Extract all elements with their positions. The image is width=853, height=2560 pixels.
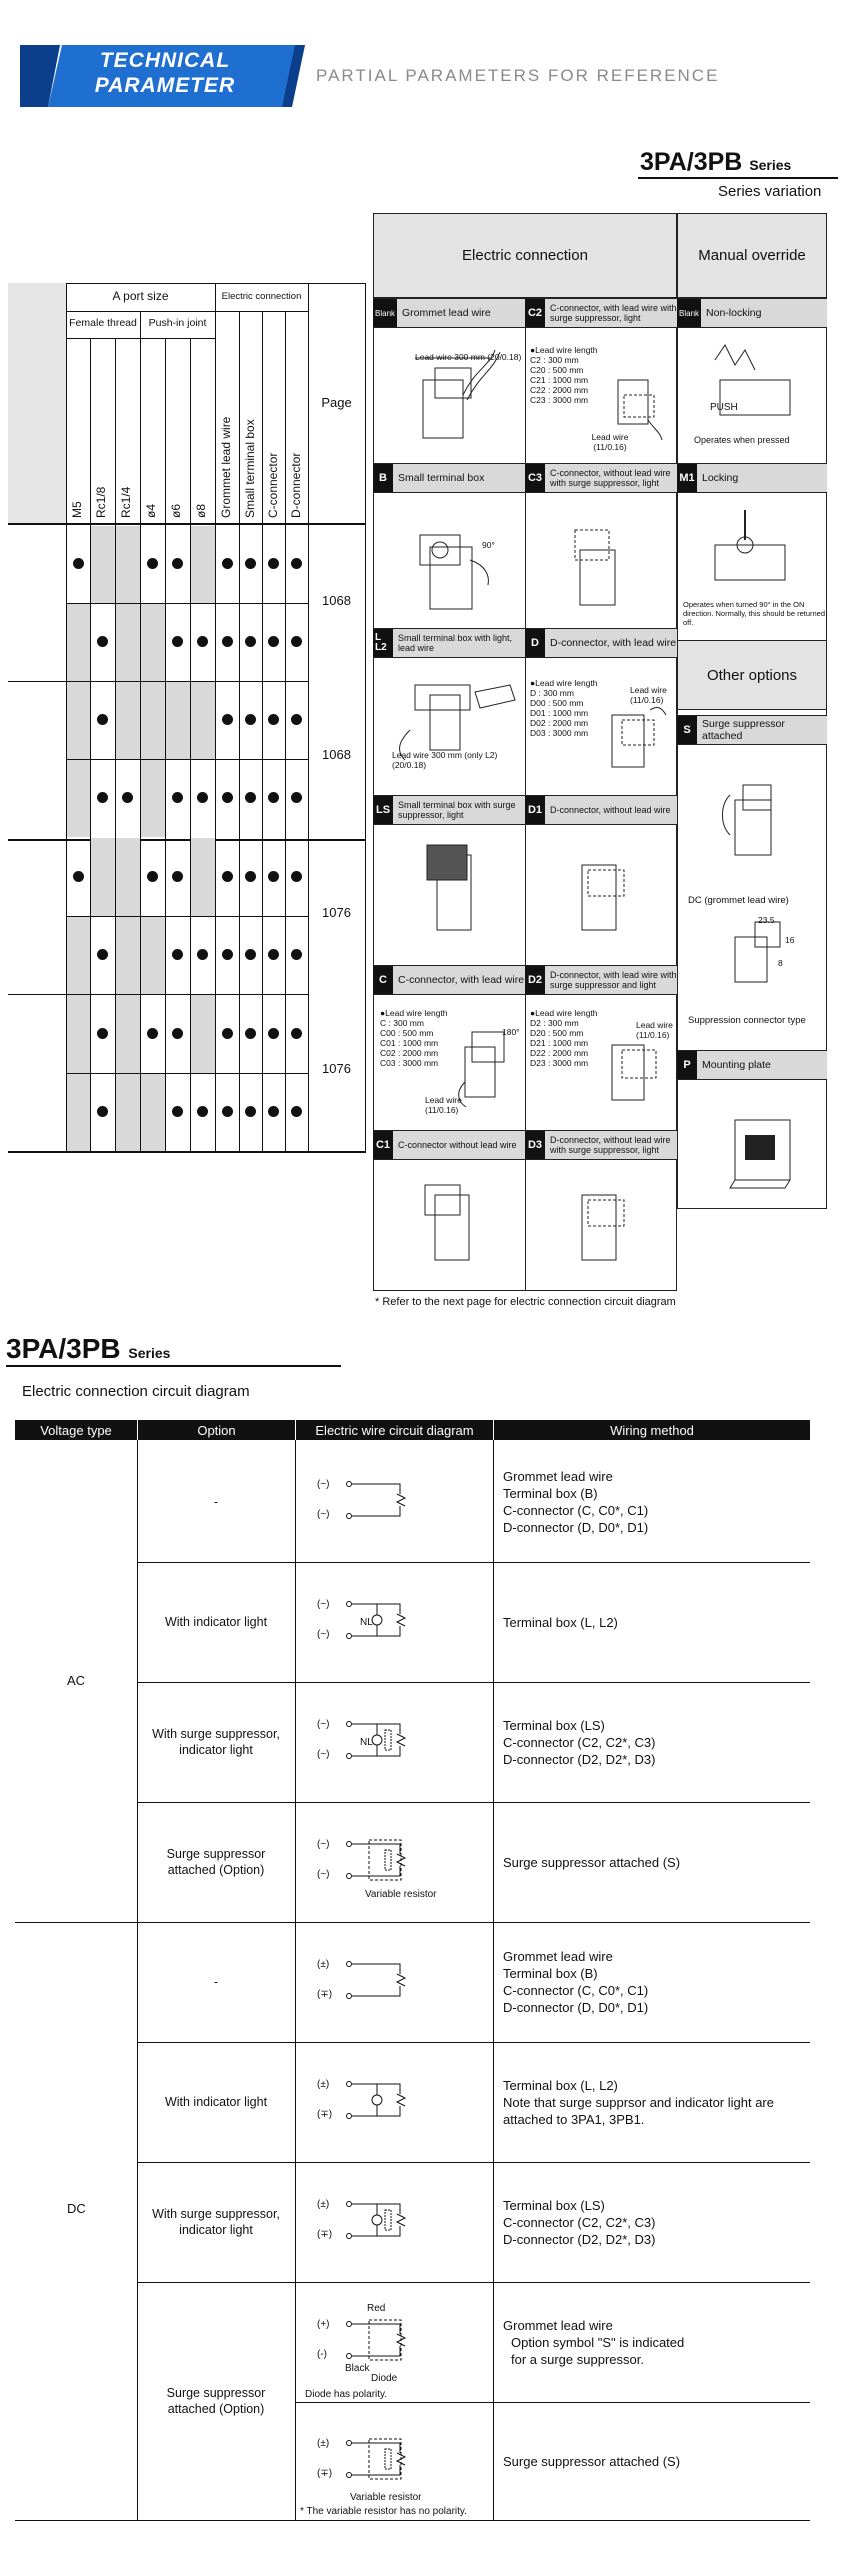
option-code: D xyxy=(525,629,545,657)
availability-dot xyxy=(222,1106,233,1117)
length-item: C : 300 mm xyxy=(380,1018,424,1028)
option-label: Small terminal box with light, lead wire xyxy=(398,633,513,653)
availability-dot xyxy=(268,1106,279,1117)
diode-red-label: Red xyxy=(367,2303,386,2314)
availability-dot xyxy=(222,871,233,882)
ls-drawing xyxy=(415,840,505,950)
col-header: M5 xyxy=(70,501,84,518)
page-1068-b: 1068 xyxy=(322,747,351,762)
connection-option-c3 xyxy=(525,463,677,493)
availability-dot xyxy=(245,871,256,882)
option-label: Grommet lead wire xyxy=(402,307,491,319)
wiring-line: Terminal box (B) xyxy=(503,1966,598,1981)
angle-180-note: 180° xyxy=(502,1027,520,1037)
wiring-method xyxy=(503,2077,803,2128)
circuit-option: With surge suppressor, indicator light xyxy=(152,2207,280,2237)
c2-lead-note: Lead wire (11/0.16) xyxy=(591,432,629,452)
col-header: C-connector xyxy=(266,452,280,518)
resistor-note: Variable resistor xyxy=(350,2492,422,2503)
length-item: ●Lead wire length xyxy=(530,1008,598,1018)
c1-drawing xyxy=(410,1175,500,1275)
header-title: TECHNICAL PARAMETER xyxy=(94,49,236,97)
wiring-line: for a surge suppressor. xyxy=(511,2351,644,2367)
terminal-symbol: (∓) xyxy=(317,2229,333,2240)
option-label: D-connector, with lead wire xyxy=(550,637,677,649)
availability-dot xyxy=(97,1028,108,1039)
terminal-symbol: (∓) xyxy=(317,2468,333,2479)
option-label: Small terminal box xyxy=(398,472,485,484)
ac-label: AC xyxy=(67,1673,86,1688)
length-item: C20 : 500 mm xyxy=(530,365,584,375)
page-1068-a: 1068 xyxy=(322,593,351,608)
availability-dot xyxy=(97,949,108,960)
terminal-symbol: (~) xyxy=(317,1869,330,1880)
availability-dot xyxy=(291,714,302,725)
option-code: C xyxy=(373,966,393,994)
availability-dot xyxy=(172,792,183,803)
terminal-symbol: (∓) xyxy=(317,2109,333,2120)
dc-grommet-note: DC (grommet lead wire) xyxy=(688,895,789,906)
availability-dot xyxy=(97,1106,108,1117)
locking-note: Operates when turned 90° in the ON direction. Normally, this should be returned off. xyxy=(683,600,826,627)
option-label: Non-locking xyxy=(706,307,762,319)
availability-dot xyxy=(245,558,256,569)
length-item: C03 : 3000 mm xyxy=(380,1058,439,1068)
availability-dot xyxy=(291,1028,302,1039)
length-item: D01 : 1000 mm xyxy=(530,708,589,718)
c-lead-note: Lead wire (11/0.16) xyxy=(425,1095,462,1115)
wiring-method xyxy=(503,2317,803,2368)
availability-dot xyxy=(172,636,183,647)
wiring-line: Terminal box (B) xyxy=(503,1486,598,1501)
availability-dot xyxy=(222,558,233,569)
electric-connection-label: Electric connection xyxy=(221,291,302,302)
availability-dot xyxy=(268,558,279,569)
terminal-symbol: (∓) xyxy=(317,1989,333,2000)
circuit-header: Voltage type xyxy=(15,1420,137,1440)
availability-dot xyxy=(122,792,133,803)
wiring-line: Surge suppressor attached (S) xyxy=(503,2453,681,2469)
availability-dot xyxy=(172,871,183,882)
connection-option-d xyxy=(525,628,677,658)
length-item: C21 : 1000 mm xyxy=(530,375,589,385)
other-option-s xyxy=(677,715,827,745)
d1-drawing xyxy=(560,845,650,955)
availability-dot xyxy=(245,949,256,960)
length-item: C23 : 3000 mm xyxy=(530,395,589,405)
availability-dot xyxy=(172,558,183,569)
length-item: C02 : 2000 mm xyxy=(380,1048,439,1058)
circuit-option: - xyxy=(213,1495,219,1509)
option-code: LS xyxy=(373,796,393,824)
resistor-note: Variable resistor xyxy=(365,1889,437,1900)
small-terminal-box-drawing xyxy=(410,525,510,630)
circuit-header: Option xyxy=(138,1420,295,1440)
wiring-method xyxy=(503,2453,803,2470)
length-item: ●Lead wire length xyxy=(380,1008,448,1018)
availability-dot xyxy=(291,871,302,882)
length-item: C01 : 1000 mm xyxy=(380,1038,439,1048)
circuit-option: - xyxy=(213,1975,219,1989)
connection-option-d1 xyxy=(525,795,677,825)
availability-dot xyxy=(172,1028,183,1039)
availability-dot xyxy=(73,558,84,569)
wiring-line: Terminal box (LS) xyxy=(503,1717,605,1733)
terminal-symbol: (-) xyxy=(317,2349,327,2360)
availability-dot xyxy=(291,949,302,960)
availability-dot xyxy=(147,558,158,569)
terminal-symbol: (~) xyxy=(317,1509,330,1520)
availability-dot xyxy=(245,1028,256,1039)
connection-option-blank xyxy=(373,298,525,328)
wiring-line: C-connector (C, C0*, C1) xyxy=(503,1983,649,1998)
refer-note: * Refer to the next page for electric connection circuit diagram xyxy=(375,1296,676,1308)
availability-dot xyxy=(147,871,158,882)
terminal-symbol: (~) xyxy=(317,1749,330,1760)
wiring-line: D-connector (D, D0*, D1) xyxy=(503,1520,649,1535)
series-variation: Series variation xyxy=(718,183,822,200)
availability-dot xyxy=(245,792,256,803)
circuit-title: Electric connection circuit diagram xyxy=(22,1383,250,1400)
wiring-line: Terminal box (LS) xyxy=(503,2197,605,2213)
other-options-title: Other options xyxy=(677,640,827,710)
wiring-line: Terminal box (L, L2) xyxy=(503,2077,618,2093)
wiring-line: D-connector (D2, D2*, D3) xyxy=(503,2231,656,2247)
length-item: D20 : 500 mm xyxy=(530,1028,584,1038)
terminal-symbol: (±) xyxy=(317,2079,330,2090)
connection-option-l-l2 xyxy=(373,628,525,658)
dim-8: 8 xyxy=(778,958,783,968)
port-size-label: A port size xyxy=(112,289,169,303)
circuit-diagram xyxy=(345,1592,435,1652)
dc-label: DC xyxy=(67,2201,86,2216)
circuit-diagram xyxy=(345,1952,435,2012)
d2-lead-note: Lead wire (11/0.16) xyxy=(636,1020,673,1040)
col-header: ø6 xyxy=(169,503,183,518)
col-header: Grommet lead wire xyxy=(219,416,233,518)
availability-dot xyxy=(197,792,208,803)
length-item: C22 : 2000 mm xyxy=(530,385,589,395)
non-locking-drawing xyxy=(700,340,810,430)
series-underline xyxy=(638,177,838,179)
wiring-line: Grommet lead wire xyxy=(503,2317,613,2333)
series-heading: 3PA/3PB Series xyxy=(640,148,792,176)
grommet-lead-note: Lead wire 300 mm (20/0.18) xyxy=(415,352,522,362)
length-item: D00 : 500 mm xyxy=(530,698,584,708)
availability-dot xyxy=(291,636,302,647)
length-item: C2 : 300 mm xyxy=(530,355,579,365)
availability-dot xyxy=(197,949,208,960)
col-header: Small terminal box xyxy=(243,419,257,518)
manual-option-m1 xyxy=(677,463,827,493)
connection-option-c2 xyxy=(525,298,677,328)
page-label: Page xyxy=(321,395,352,410)
availability-dot xyxy=(97,636,108,647)
option-label: Locking xyxy=(702,472,739,484)
col-header: ø4 xyxy=(144,503,158,518)
length-item: D02 : 2000 mm xyxy=(530,718,589,728)
length-item: D22 : 2000 mm xyxy=(530,1048,589,1058)
d-lead-note: Lead wire (11/0.16) xyxy=(630,685,667,705)
col-header: ø8 xyxy=(194,503,208,518)
availability-dot xyxy=(291,792,302,803)
wiring-line: Option symbol "S" is indicated xyxy=(511,2334,685,2350)
angle-90-note: 90° xyxy=(482,540,495,550)
option-code: D2 xyxy=(525,966,545,994)
terminal-symbol: (~) xyxy=(317,1479,330,1490)
surge-suppressor-drawing xyxy=(715,775,795,875)
option-code: M1 xyxy=(677,464,697,492)
length-item: ●Lead wire length xyxy=(530,345,598,355)
push-in-joint-label: Push-in joint xyxy=(148,317,207,329)
availability-dot xyxy=(147,1028,158,1039)
option-label: Surge suppressor attached xyxy=(702,718,785,742)
circuit-header: Wiring method xyxy=(494,1420,810,1440)
dim-23-5: 23.5 xyxy=(758,915,775,925)
terminal-symbol: (~) xyxy=(317,1719,330,1730)
d2-drawing xyxy=(600,1030,672,1120)
option-label: C-connector without lead wire xyxy=(398,1140,517,1150)
availability-dot xyxy=(172,949,183,960)
option-code: C3 xyxy=(525,464,545,492)
circuit-diagram xyxy=(345,2072,435,2132)
mounting-plate-drawing xyxy=(725,1110,800,1195)
circuit-option: With indicator light xyxy=(164,1615,268,1629)
circuit-series-heading: 3PA/3PB Series xyxy=(6,1333,171,1364)
length-item: D2 : 300 mm xyxy=(530,1018,579,1028)
page-1076-b: 1076 xyxy=(322,1061,351,1076)
wiring-line: Surge suppressor attached (S) xyxy=(503,1854,681,1870)
wiring-line: Note that surge supprsor and indicator light are xyxy=(503,2094,774,2110)
connection-option-d2 xyxy=(525,965,677,995)
availability-dot xyxy=(268,714,279,725)
d-drawing xyxy=(600,700,672,785)
availability-dot xyxy=(197,636,208,647)
diode-diode-label: Diode xyxy=(371,2373,398,2384)
c3-drawing xyxy=(555,525,655,630)
electric-connection-title: Electric connection xyxy=(373,213,677,298)
wiring-line: D-connector (D2, D2*, D3) xyxy=(503,1751,656,1767)
length-item: D23 : 3000 mm xyxy=(530,1058,589,1068)
wiring-method xyxy=(503,2197,803,2248)
diode-black-label: Black xyxy=(345,2363,370,2374)
wiring-line: Grommet lead wire xyxy=(503,1469,613,1484)
option-code: C1 xyxy=(373,1131,393,1159)
col-header: Rc1/4 xyxy=(119,486,133,518)
availability-dot xyxy=(97,792,108,803)
availability-dot xyxy=(222,792,233,803)
option-code: D3 xyxy=(525,1131,545,1159)
other-option-p xyxy=(677,1050,827,1080)
availability-dot xyxy=(73,871,84,882)
circuit-option: Surge suppressor attached (Option) xyxy=(166,1847,266,1877)
terminal-symbol: (~) xyxy=(317,1839,330,1850)
option-label: C-connector, without lead wire with surge suppressor, light xyxy=(550,468,671,488)
wiring-line: D-connector (D, D0*, D1) xyxy=(503,2000,649,2015)
wiring-line: C-connector (C2, C2*, C3) xyxy=(503,2214,656,2230)
option-label: Mounting plate xyxy=(702,1059,771,1071)
circuit-header: Electric wire circuit diagram xyxy=(296,1420,493,1440)
connection-option-d3 xyxy=(525,1130,677,1160)
circuit-option: With surge suppressor, indicator light xyxy=(152,1727,280,1757)
wiring-line: Grommet lead wire xyxy=(503,1949,613,1964)
wiring-method xyxy=(503,1948,803,2016)
wiring-method xyxy=(503,1854,803,1871)
availability-dot xyxy=(222,1028,233,1039)
dim-16: 16 xyxy=(785,935,795,945)
operates-label: Operates when pressed xyxy=(694,435,790,445)
terminal-symbol: (±) xyxy=(317,2199,330,2210)
circuit-option: Surge suppressor attached (Option) xyxy=(166,2386,266,2416)
availability-dot xyxy=(245,636,256,647)
wiring-line: C-connector (C, C0*, C1) xyxy=(503,1503,649,1518)
terminal-symbol: (+) xyxy=(317,2319,330,2330)
option-code: B xyxy=(373,464,393,492)
availability-dot xyxy=(268,1028,279,1039)
header-subtitle: PARTIAL PARAMETERS FOR REFERENCE xyxy=(316,66,720,85)
d-length-list xyxy=(530,678,598,738)
option-label: D-connector, with lead wire with surge suppressor and light xyxy=(550,970,677,990)
col-header: D-connector xyxy=(289,452,303,518)
terminal-symbol: (~) xyxy=(317,1629,330,1640)
page-1076-a: 1076 xyxy=(322,905,351,920)
availability-dot xyxy=(291,1106,302,1117)
connection-option-c xyxy=(373,965,525,995)
circuit-option: With indicator light xyxy=(164,2095,268,2109)
wiring-line: Terminal box (L, L2) xyxy=(503,1614,618,1630)
d2-length-list xyxy=(530,1008,598,1068)
nl-label: NL xyxy=(360,1737,373,1748)
availability-dot xyxy=(268,949,279,960)
availability-dot xyxy=(291,558,302,569)
option-code: Blank xyxy=(677,299,701,327)
option-code: D1 xyxy=(525,796,545,824)
option-label: D-connector, without lead wire with surge suppressor, light xyxy=(550,1135,671,1155)
wiring-method xyxy=(503,1468,803,1536)
option-code: Blank xyxy=(373,299,397,327)
availability-dot xyxy=(222,949,233,960)
col-header: Rc1/8 xyxy=(94,486,108,518)
option-code: S xyxy=(677,716,697,744)
length-item: D03 : 3000 mm xyxy=(530,728,589,738)
polarity-note: * The variable resistor has no polarity. xyxy=(300,2506,467,2517)
connection-option-c1 xyxy=(373,1130,525,1160)
connection-option-ls xyxy=(373,795,525,825)
availability-dot xyxy=(172,1106,183,1117)
length-item: ●Lead wire length xyxy=(530,678,598,688)
availability-dot xyxy=(197,1106,208,1117)
option-label: Small terminal box with surge suppressor, light xyxy=(398,800,516,820)
wiring-method xyxy=(503,1717,803,1768)
nl-label: NL xyxy=(360,1617,373,1628)
c2-length-list xyxy=(530,345,598,405)
locking-drawing xyxy=(705,505,795,595)
length-item: D : 300 mm xyxy=(530,688,574,698)
manual-override-title: Manual override xyxy=(677,213,827,298)
option-code: C2 xyxy=(525,299,545,327)
terminal-symbol: (±) xyxy=(317,2438,330,2449)
terminal-symbol: (±) xyxy=(317,1959,330,1970)
length-item: D21 : 1000 mm xyxy=(530,1038,589,1048)
availability-dot xyxy=(268,636,279,647)
option-code: L L2 xyxy=(373,629,393,657)
manual-option-blank xyxy=(677,298,827,328)
circuit-diagram xyxy=(345,1832,435,1892)
connection-option-b xyxy=(373,463,525,493)
wiring-line: C-connector (C2, C2*, C3) xyxy=(503,1734,656,1750)
circuit-diagram xyxy=(345,2431,435,2491)
option-label: D-connector, without lead wire xyxy=(550,805,671,815)
availability-dot xyxy=(245,714,256,725)
l2-lead-note: Lead wire 300 mm (only L2) (20/0.18) xyxy=(392,750,498,770)
circuit-diagram xyxy=(345,2192,435,2252)
circuit-diagram xyxy=(345,1472,435,1532)
suppression-connector-note: Suppression connector type xyxy=(688,1015,806,1026)
circuit-diagram xyxy=(345,1712,435,1772)
option-label: C-connector, with lead wire with surge suppressor, light xyxy=(550,303,677,323)
wiring-method xyxy=(503,1614,803,1631)
option-code: P xyxy=(677,1051,697,1079)
availability-dot xyxy=(268,871,279,882)
availability-dot xyxy=(97,714,108,725)
female-thread-label: Female thread xyxy=(69,317,137,329)
availability-dot xyxy=(222,636,233,647)
diode-polarity-label: Diode has polarity. xyxy=(305,2389,388,2400)
push-label: PUSH xyxy=(710,402,738,413)
length-item: C00 : 500 mm xyxy=(380,1028,434,1038)
availability-dot xyxy=(268,792,279,803)
port-size-table xyxy=(8,283,365,1153)
wiring-line: attached to 3PA1, 3PB1. xyxy=(503,2111,645,2127)
availability-dot xyxy=(245,1106,256,1117)
option-label: C-connector, with lead wire xyxy=(398,974,525,986)
terminal-symbol: (~) xyxy=(317,1599,330,1610)
availability-dot xyxy=(222,714,233,725)
d3-drawing xyxy=(560,1175,650,1275)
c-length-list xyxy=(380,1008,448,1068)
